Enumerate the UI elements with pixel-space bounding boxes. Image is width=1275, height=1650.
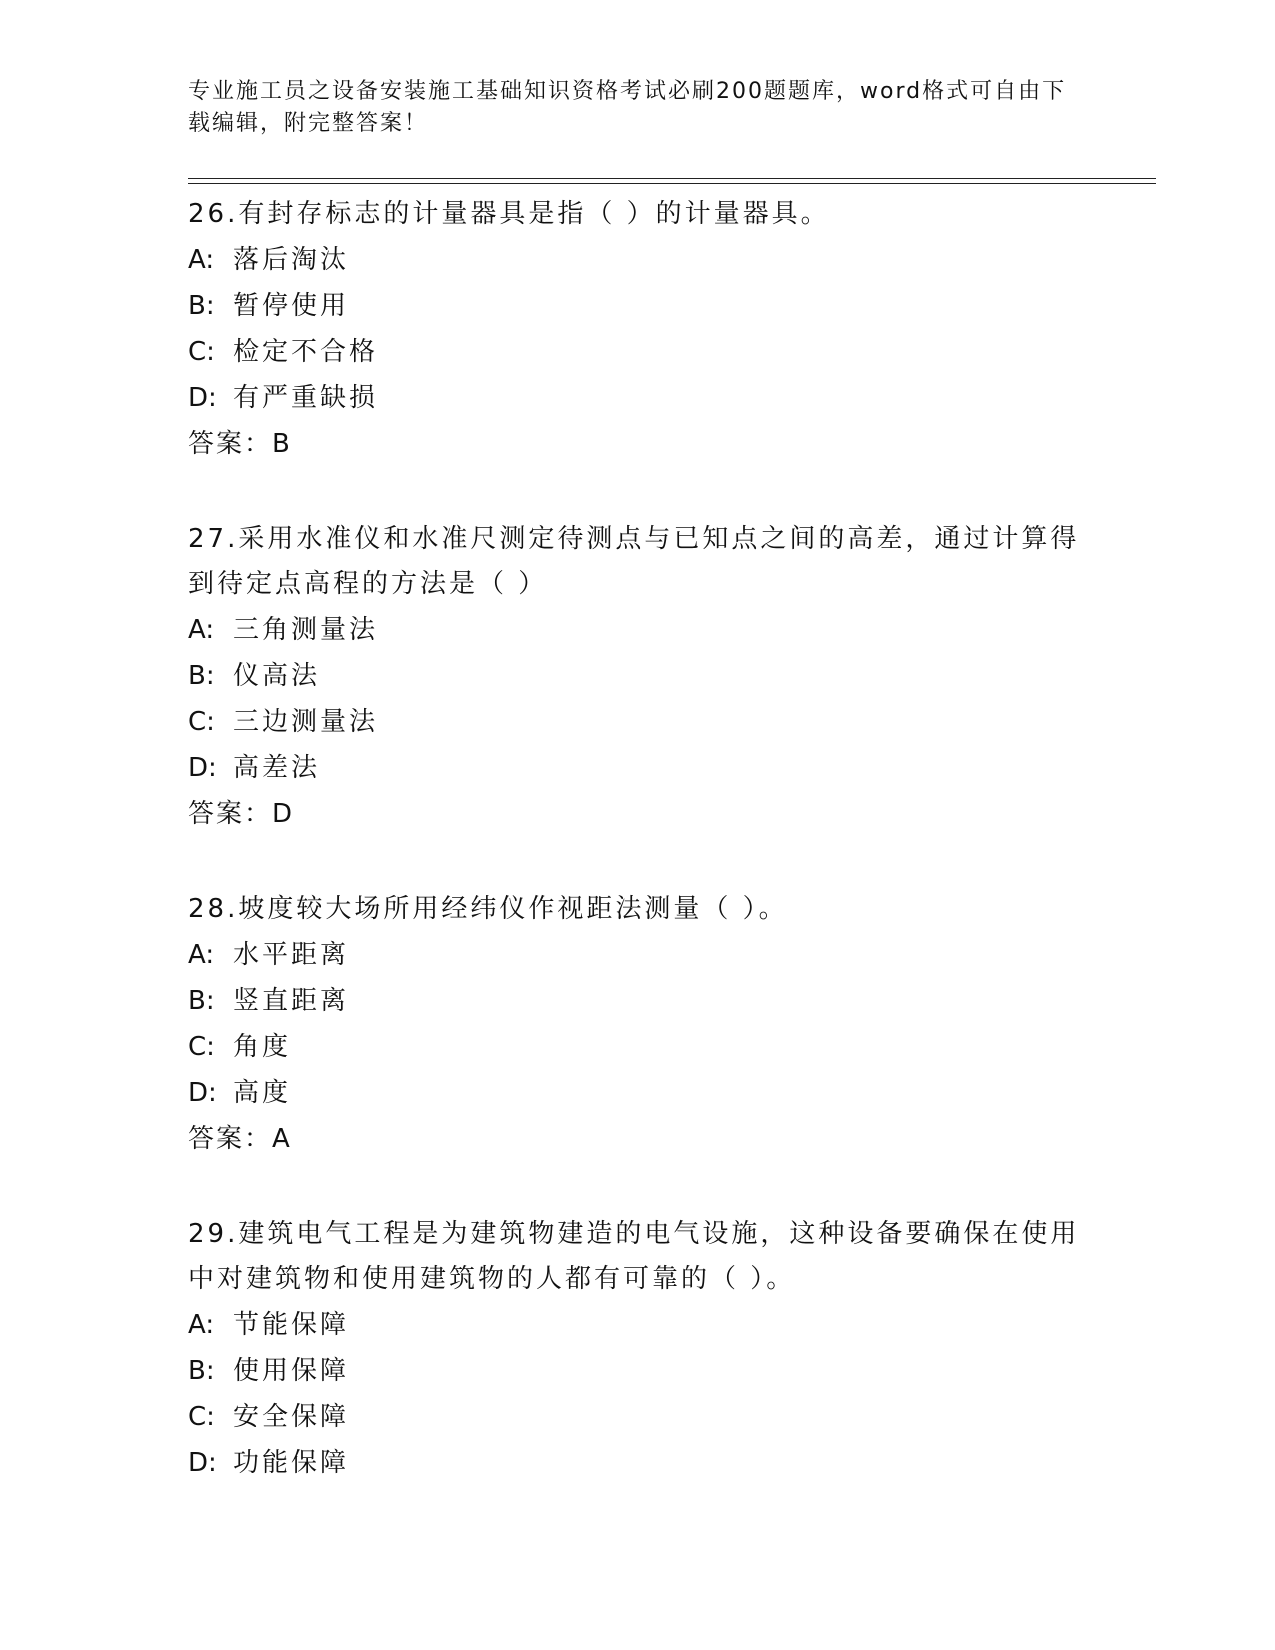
option-letter: A: [188, 245, 215, 275]
option-letter: D: [188, 383, 217, 413]
answer-label: 答案： [188, 1124, 273, 1154]
option-text: 有严重缺损 [233, 383, 379, 413]
question-stem: 29.建筑电气工程是为建筑物建造的电气设施，这种设备要确保在使用中对建筑物和使用建筑物的人都有可靠的（ ）。 [188, 1219, 1080, 1294]
option-letter: D: [188, 1078, 217, 1108]
answer-value: A [272, 1124, 291, 1154]
answer-line [188, 421, 1088, 467]
option-text: 竖直距离 [233, 986, 350, 1016]
option-letter: C: [188, 1032, 215, 1062]
option-letter: B: [188, 986, 215, 1016]
answer-label: 答案： [188, 799, 273, 829]
option-letter: C: [188, 707, 215, 737]
answer-line [188, 791, 1088, 837]
option-text: 安全保障 [233, 1402, 350, 1432]
option-text: 水平距离 [233, 940, 350, 970]
option-letter: B: [188, 661, 215, 691]
option-text: 三边测量法 [233, 707, 379, 737]
option-text: 角度 [233, 1032, 292, 1062]
question-28 [188, 887, 1088, 1162]
option-text: 高差法 [233, 753, 321, 783]
option-d [188, 745, 1088, 791]
option-text: 使用保障 [233, 1356, 350, 1386]
question-stem: 27.采用水准仪和水准尺测定待测点与已知点之间的高差，通过计算得到待定点高程的方法是（ ） [188, 524, 1080, 599]
option-letter: B: [188, 291, 215, 321]
option-b [188, 653, 1088, 699]
question-stem: 28.坡度较大场所用经纬仪作视距法测量（ ）。 [188, 894, 788, 924]
option-a [188, 237, 1088, 283]
option-c [188, 1394, 1088, 1440]
option-text: 检定不合格 [233, 337, 379, 367]
document-header: 专业施工员之设备安装施工基础知识资格考试必刷200题题库，word格式可自由下载编辑，附完整答案！ [188, 79, 1067, 136]
option-a [188, 607, 1088, 653]
header-divider-top [188, 178, 1156, 179]
option-letter: A: [188, 940, 215, 970]
option-d [188, 375, 1088, 421]
option-letter: C: [188, 1402, 215, 1432]
question-stem: 26.有封存标志的计量器具是指（ ）的计量器具。 [188, 199, 830, 229]
option-a [188, 932, 1088, 978]
option-letter: B: [188, 1356, 215, 1386]
option-d [188, 1070, 1088, 1116]
answer-label: 答案： [188, 429, 273, 459]
option-b [188, 978, 1088, 1024]
answer-value: B [272, 429, 291, 459]
option-c [188, 699, 1088, 745]
option-text: 暂停使用 [233, 291, 350, 321]
option-text: 节能保障 [233, 1310, 350, 1340]
spacer [188, 467, 1088, 517]
answer-value: D [272, 799, 294, 829]
option-letter: A: [188, 1310, 215, 1340]
option-text: 三角测量法 [233, 615, 379, 645]
option-b [188, 1348, 1088, 1394]
question-29 [188, 1212, 1088, 1486]
question-27 [188, 517, 1088, 837]
option-c [188, 329, 1088, 375]
option-letter: D: [188, 1448, 217, 1478]
question-26 [188, 192, 1088, 467]
option-a [188, 1302, 1088, 1348]
question-list [188, 192, 1088, 1486]
option-text: 落后淘汰 [233, 245, 350, 275]
option-letter: A: [188, 615, 215, 645]
option-letter: D: [188, 753, 217, 783]
option-text: 仪高法 [233, 661, 321, 691]
option-c [188, 1024, 1088, 1070]
header-divider-bottom [188, 183, 1156, 184]
answer-line [188, 1116, 1088, 1162]
option-letter: C: [188, 337, 215, 367]
spacer [188, 1162, 1088, 1212]
option-d [188, 1440, 1088, 1486]
spacer [188, 837, 1088, 887]
option-text: 功能保障 [233, 1448, 350, 1478]
option-b [188, 283, 1088, 329]
option-text: 高度 [233, 1078, 292, 1108]
